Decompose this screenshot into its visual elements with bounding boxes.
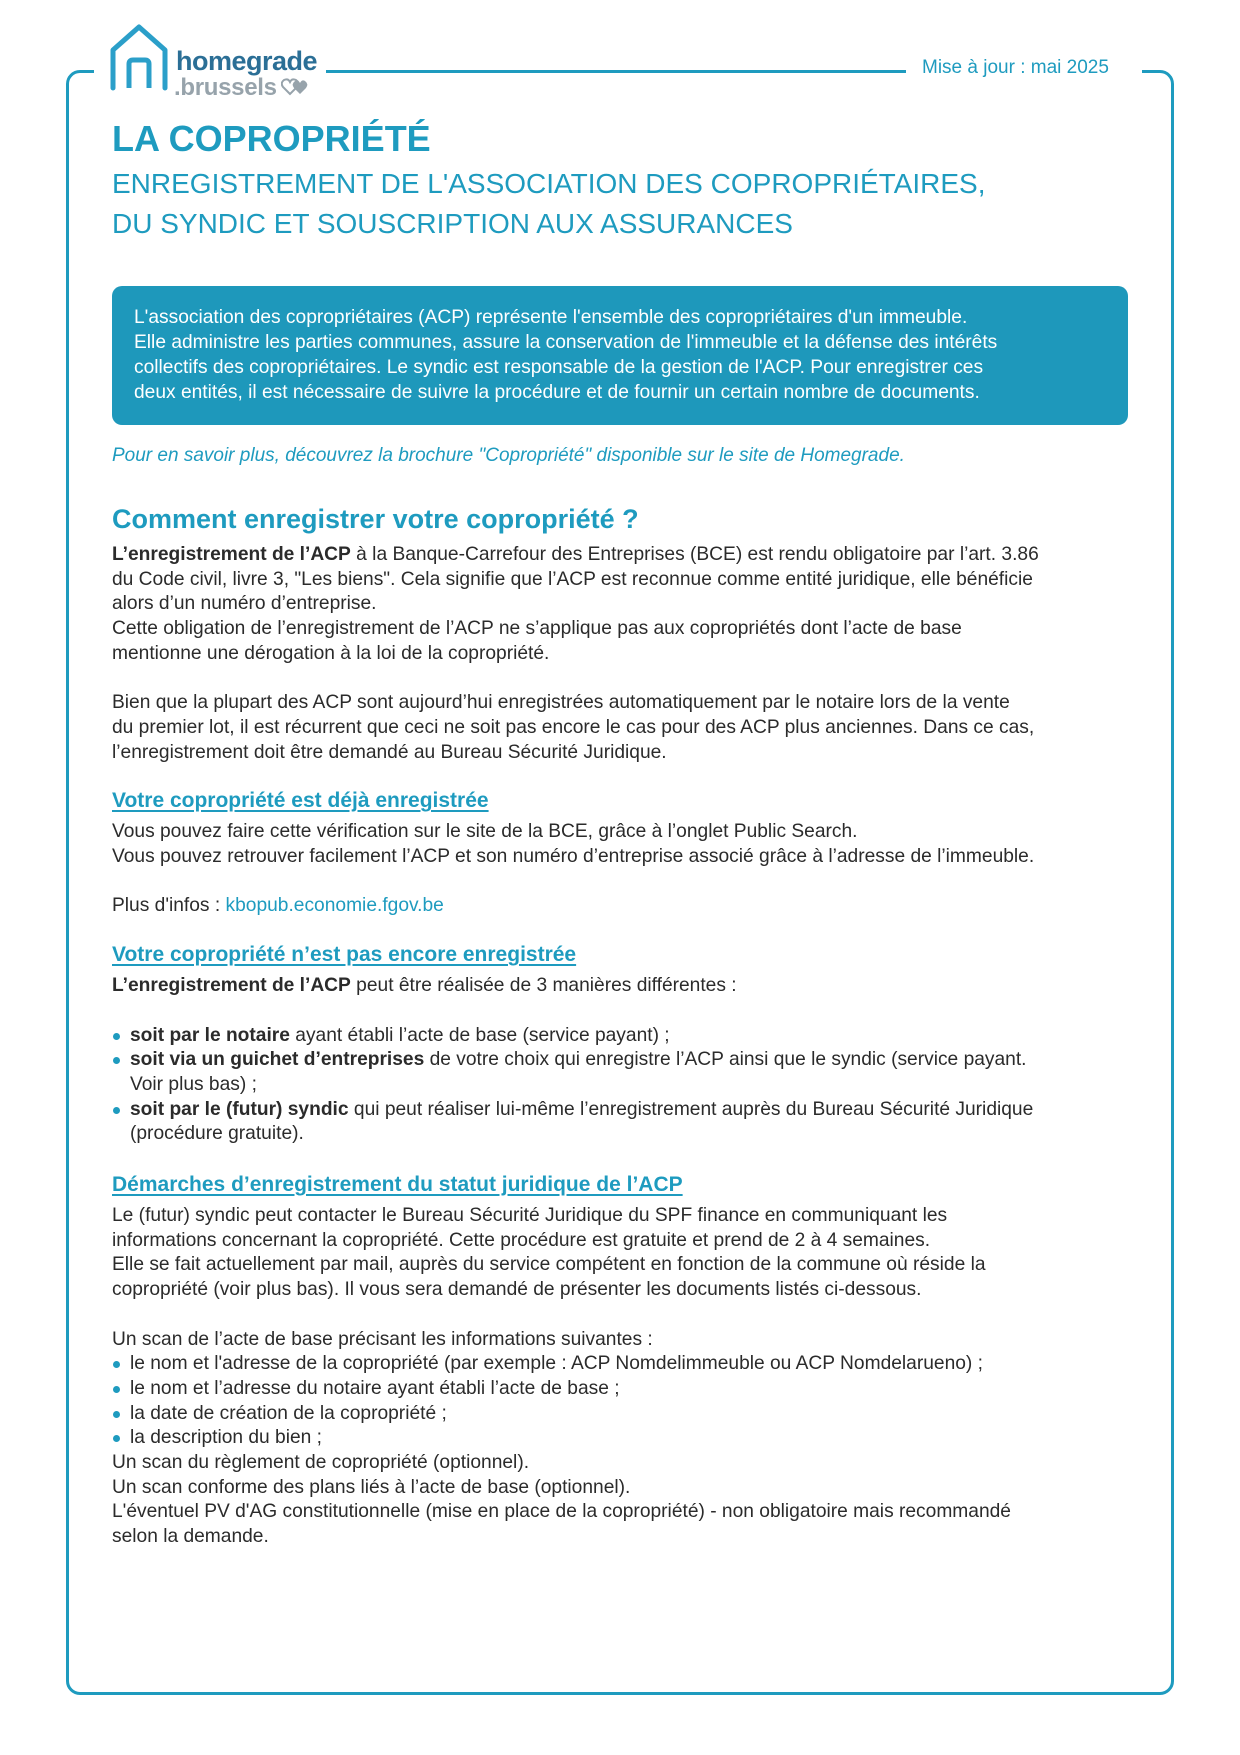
hearts-icon: [281, 78, 309, 96]
bullet-icon: [113, 1435, 120, 1442]
paragraph-line: du Code civil, livre 3, "Les biens". Cela signifie que l’ACP est reconnue comme entité juridique, elle bénéficie: [112, 568, 1033, 590]
update-date: Mise à jour : mai 2025: [922, 57, 1109, 78]
list-item: la date de création de la copropriété ;: [112, 1402, 1132, 1427]
paragraph-line: informations concernant la copropriété. Cette procédure est gratuite et prend de 2 à 4 semaines.: [112, 1229, 931, 1251]
registration-methods-list: [112, 1024, 1132, 1148]
paragraph-line: Cette obligation de l’enregistrement de l’ACP ne s’applique pas aux copropriétés dont l’acte de base: [112, 618, 962, 640]
homegrade-logo[interactable]: [108, 22, 328, 101]
list-item: le nom et l’adresse du notaire ayant établi l’acte de base ;: [112, 1377, 1132, 1402]
bold-lead: L’enregistrement de l’ACP: [112, 544, 351, 565]
paragraph-line: Bien que la plupart des ACP sont aujourd’hui enregistrées automatiquement par le notaire lors de la vente: [112, 692, 1010, 714]
list-item: soit par le notaire ayant établi l’acte de base (service payant) ;: [112, 1024, 1132, 1049]
kbopub-link[interactable]: kbopub.economie.fgov.be: [225, 895, 444, 917]
intro-line: deux entités, il est nécessaire de suivre la procédure et de fournir un certain nombre de documents.: [134, 382, 980, 403]
paragraph-line: L'éventuel PV d'AG constitutionnelle (mise en place de la copropriété) - non obligatoire mais recommandé: [112, 1501, 1011, 1523]
paragraph: L’enregistrement de l’ACP à la Banque-Carrefour des Entreprises (BCE) est rendu obligatoire par l’art. 3.86: [112, 544, 1039, 565]
paragraph-line: alors d’un numéro d’entreprise.: [112, 593, 377, 615]
bullet-icon: [113, 1057, 120, 1064]
paragraph-line: copropriété (voir plus bas). Il vous sera demandé de présenter les documents listés ci-dessous.: [112, 1279, 922, 1301]
page-subtitle: [112, 164, 1132, 244]
section-heading: Comment enregistrer votre copropriété ?: [112, 504, 639, 534]
paragraph-line: Un scan conforme des plans liés à l’acte de base (optionnel).: [112, 1476, 631, 1498]
paragraph-line: Le (futur) syndic peut contacter le Bureau Sécurité Juridique du SPF finance en communiquant les: [112, 1205, 948, 1227]
page-title: LA COPROPRIÉTÉ: [112, 118, 431, 159]
paragraph-line: mentionne une dérogation à la loi de la copropriété.: [112, 642, 550, 664]
bullet-icon: [113, 1107, 120, 1114]
paragraph-line: du premier lot, il est récurrent que ceci ne soit pas encore le cas pour des ACP plus anciennes. Dans ce cas,: [112, 716, 1035, 738]
subsection-heading-not-registered: Votre copropriété n’est pas encore enregistrée: [112, 943, 577, 967]
more-info-line: Plus d'infos : kbopub.economie.fgov.be: [112, 895, 444, 917]
list-item: le nom et l'adresse de la copropriété (par exemple : ACP Nomdelimmeuble ou ACP Nomdelarueno) ;: [112, 1352, 1132, 1377]
paragraph-line: l’enregistrement doit être demandé au Bureau Sécurité Juridique.: [112, 741, 667, 763]
intro-line: L'association des copropriétaires (ACP) représente l'ensemble des copropriétaires d'un immeuble.: [134, 307, 968, 328]
brochure-note: Pour en savoir plus, découvrez la brochure "Copropriété" disponible sur le site de Homegrade.: [112, 445, 905, 466]
logo-domain: .brussels: [174, 74, 277, 101]
bullet-icon: [113, 1386, 120, 1393]
paragraph: L’enregistrement de l’ACP peut être réalisée de 3 manières différentes :: [112, 975, 737, 997]
paragraph-line: Vous pouvez faire cette vérification sur le site de la BCE, grâce à l’onglet Public Search.: [112, 821, 858, 843]
logo-wordmark: homegrade: [176, 46, 318, 76]
paragraph-line: Elle se fait actuellement par mail, auprès du service compétent en fonction de la commune où réside la: [112, 1254, 986, 1276]
subtitle-line: DU SYNDIC ET SOUSCRIPTION AUX ASSURANCES: [112, 208, 793, 239]
subtitle-line: ENREGISTREMENT DE L'ASSOCIATION DES COPROPRIÉTAIRES,: [112, 168, 986, 199]
paragraph-line: selon la demande.: [112, 1526, 269, 1548]
paragraph-line: Un scan du règlement de copropriété (optionnel).: [112, 1452, 530, 1474]
paragraph-line: Vous pouvez retrouver facilement l’ACP et son numéro d’entreprise associé grâce à l’adresse de l’immeuble.: [112, 846, 1035, 868]
bullet-icon: [113, 1033, 120, 1040]
subsection-heading-registered: Votre copropriété est déjà enregistrée: [112, 789, 489, 813]
bullet-icon: [113, 1411, 120, 1418]
intro-box: [112, 286, 1128, 425]
intro-line: collectifs des copropriétaires. Le syndic est responsable de la gestion de l'ACP. Pour enregistrer ces: [134, 357, 984, 378]
main-content: [112, 118, 1132, 1550]
bold-lead: L’enregistrement de l’ACP: [112, 975, 351, 997]
bullet-icon: [113, 1361, 120, 1368]
deed-info-list: [112, 1352, 1132, 1451]
list-item: soit par le (futur) syndic qui peut réaliser lui-même l’enregistrement auprès du Bureau Sécurité Juridique (procédure gratuite).: [112, 1098, 1132, 1147]
list-item: soit via un guichet d’entreprises de votre choix qui enregistre l’ACP ainsi que le syndic (service payant. Voir plus bas) ;: [112, 1048, 1132, 1097]
intro-line: Elle administre les parties communes, assure la conservation de l'immeuble et la défense des intérêts: [134, 332, 998, 353]
paragraph-line: Un scan de l’acte de base précisant les informations suivantes :: [112, 1328, 653, 1350]
subsection-heading-procedure: Démarches d’enregistrement du statut juridique de l’ACP: [112, 1173, 683, 1197]
list-item: la description du bien ;: [112, 1426, 1132, 1451]
house-logo-icon: [108, 22, 170, 94]
